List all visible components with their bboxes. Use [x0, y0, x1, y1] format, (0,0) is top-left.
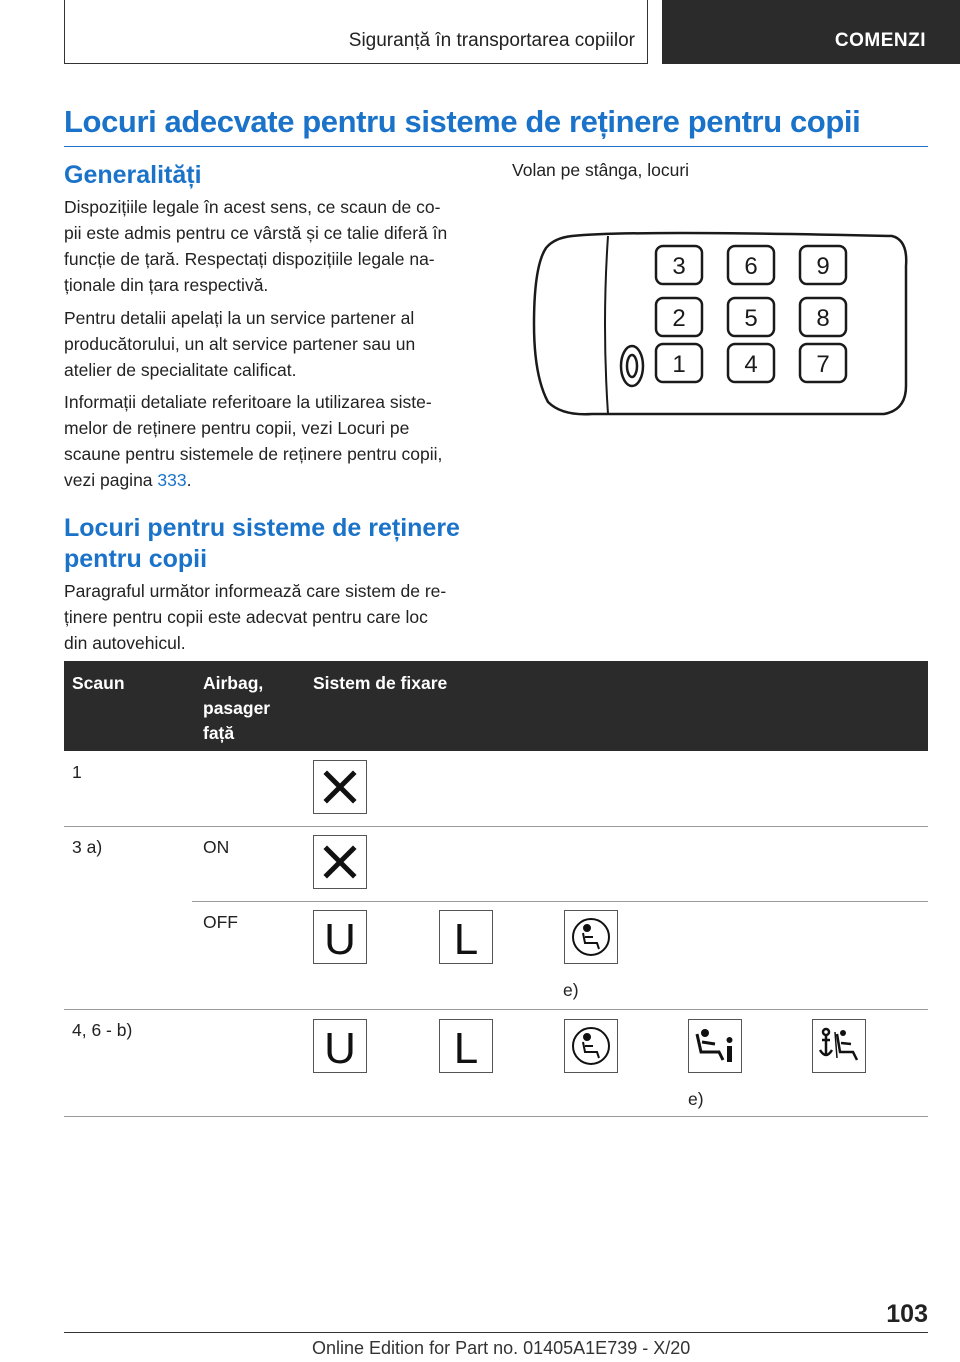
semi-universal-l-icon — [439, 910, 493, 964]
svg-text:U: U — [324, 1024, 356, 1072]
seat-number-9: 9 — [816, 253, 830, 280]
row2-seat: 3 a) — [72, 837, 103, 857]
heading-generalitati: Generalități — [64, 161, 202, 189]
footer-rule — [64, 1332, 928, 1333]
page-number: 103 — [886, 1300, 928, 1328]
table-header — [64, 661, 928, 751]
seat-number-2: 2 — [672, 305, 686, 332]
heading-locuri: Locuri pentru sisteme de reținere pentru copii — [64, 514, 460, 573]
seat-number-8: 8 — [816, 305, 830, 332]
seat-number-1: 1 — [672, 351, 686, 378]
svg-text:L: L — [453, 1024, 479, 1072]
row-divider — [192, 901, 928, 902]
i-size-seat-icon — [688, 1019, 742, 1073]
seat-number-6: 6 — [744, 253, 758, 280]
chapter-tab[interactable] — [662, 0, 960, 64]
x-icon — [313, 835, 367, 889]
row-divider — [64, 826, 928, 827]
steering-wheel-icon — [621, 346, 643, 386]
footer-edition: Online Edition for Part no. 01405A1E739 - X/20 — [312, 1338, 691, 1358]
row2-airbag: ON — [203, 837, 230, 857]
row4-seat: 4, 6 - b) — [72, 1020, 133, 1040]
row-divider — [64, 1009, 928, 1010]
row3-airbag: OFF — [203, 912, 238, 932]
header-airbag: Airbag, pasager față — [203, 673, 271, 743]
paragraph-legal: Dispozițiile legale în acest sens, ce scaun de co- pii este admis pentru ce vârstă și ce talie diferă în funcție de țară. Respectați dispozițiile legale na- ționale din țara respectivă. — [64, 197, 448, 295]
semi-universal-l-icon — [439, 1019, 493, 1073]
svg-text:U: U — [324, 915, 356, 963]
row1-seat: 1 — [72, 762, 82, 782]
row4-note: e) — [688, 1089, 704, 1109]
row3-note: e) — [563, 980, 579, 1000]
paragraph-service: Pentru detalii apelați la un service partener al producătorului, un alt service partener sau un atelier de specialitate calificat. — [64, 308, 416, 380]
table-bottom-rule — [64, 1116, 928, 1117]
x-icon — [313, 760, 367, 814]
header-section-title: Siguranță în transportarea copiilor — [348, 30, 635, 51]
paragraph-seat-table-intro: Paragraful următor informează care sistem de re- ținere pentru copii este adecvat pentru care loc din autovehicul. — [64, 581, 447, 653]
paragraph-info: Informații detaliate referitoare la utilizarea siste- melor de reținere pentru copii, vezi Locuri pe scaune pentru sistemele de reținere pentru copii, vezi pagina 333. — [64, 392, 443, 490]
svg-text:L: L — [453, 915, 479, 963]
universal-u-icon — [313, 910, 367, 964]
seat-number-4: 4 — [744, 351, 758, 378]
diagram-caption: Volan pe stânga, locuri — [512, 160, 690, 180]
i-size-booster-icon — [564, 1019, 618, 1073]
chapter-tab-label: COMENZI — [834, 30, 926, 51]
seat-number-3: 3 — [672, 253, 686, 280]
seat-number-7: 7 — [816, 351, 830, 378]
page-link-333[interactable]: 333 — [157, 470, 187, 490]
page-title: Locuri adecvate pentru sisteme de reținere pentru copii — [64, 104, 861, 139]
header-fixare: Sistem de fixare — [313, 673, 448, 693]
header-scaun: Scaun — [72, 673, 125, 693]
header-section-box — [64, 0, 648, 64]
seat-number-5: 5 — [744, 305, 758, 332]
seat-layout-diagram — [532, 226, 912, 427]
title-underline — [64, 146, 928, 147]
i-size-booster-icon — [564, 910, 618, 964]
universal-u-icon — [313, 1019, 367, 1073]
isofix-anchor-seat-icon — [812, 1019, 866, 1073]
